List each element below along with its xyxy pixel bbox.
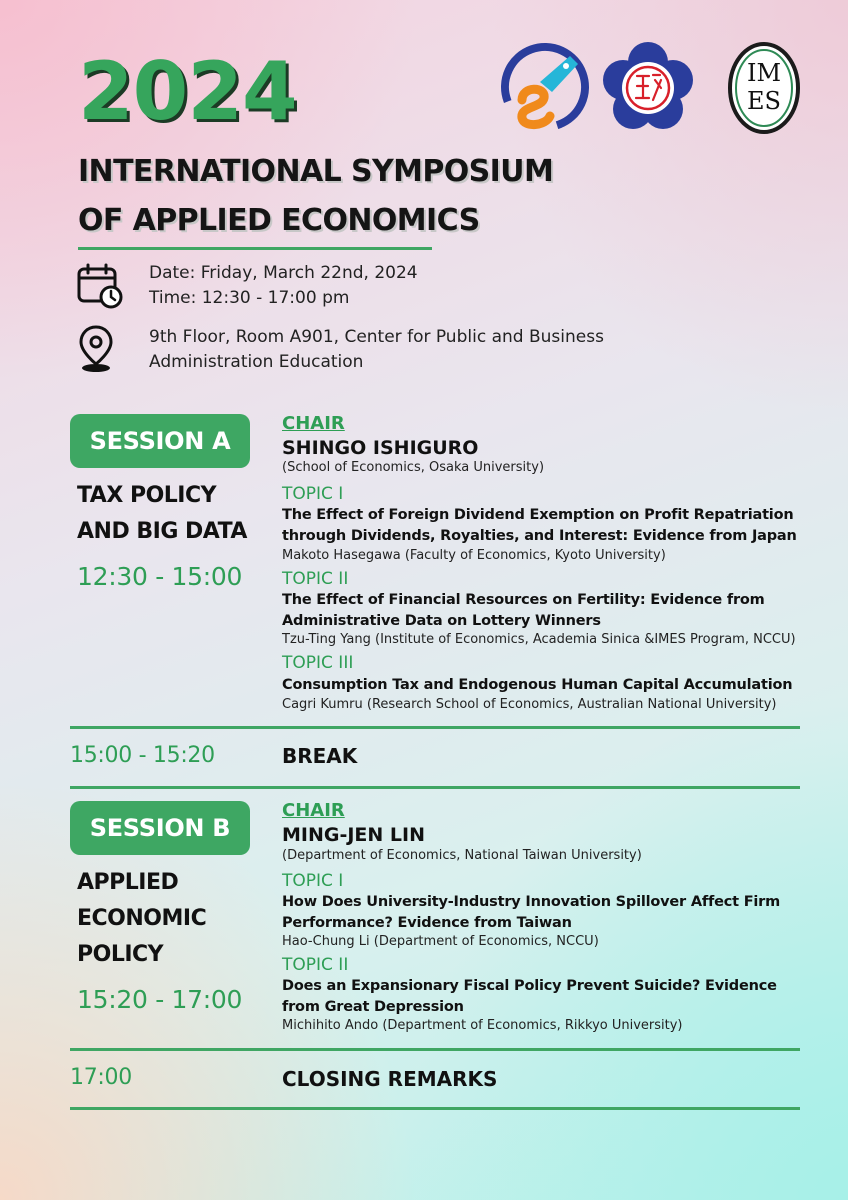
- session-a-chair-name: SHINGO ISHIGURO: [282, 437, 479, 459]
- imes-logo-text-2: ES: [747, 87, 781, 115]
- session-a-pill: SESSION A: [70, 414, 250, 468]
- session-b-pill: SESSION B: [70, 801, 250, 855]
- session-b-topic-1-label: TOPIC I: [282, 871, 344, 891]
- divider-session-b: [70, 1048, 800, 1051]
- imes-logo-text-1: IM: [746, 59, 782, 87]
- session-a-topic-2-title-1: The Effect of Financial Resources on Fertility: Evidence from: [282, 592, 765, 608]
- location-pin-icon: [76, 324, 116, 374]
- session-a-topic-2-label: TOPIC II: [282, 569, 349, 589]
- break-label: BREAK: [282, 744, 358, 768]
- session-a-topic-3-label: TOPIC III: [282, 653, 354, 673]
- location-line-2: Administration Education: [149, 352, 364, 372]
- imes-logo: [726, 40, 802, 136]
- session-a-topic-2-title-2: Administrative Data on Lottery Winners: [282, 613, 601, 629]
- session-b-chair-name: MING-JEN LIN: [282, 824, 426, 846]
- session-b-chair-label: CHAIR: [282, 800, 345, 821]
- session-b-topic-2-speaker: Michihito Ando (Department of Economics, Rikkyo University): [282, 1018, 683, 1033]
- title-line-1: INTERNATIONAL SYMPOSIUM: [78, 154, 554, 189]
- session-a-chair-affiliation: (School of Economics, Osaka University): [282, 460, 545, 475]
- logo-swirl-pen-icon: [500, 42, 590, 132]
- session-a-topic-1-title-1: The Effect of Foreign Dividend Exemption on Profit Repatriation: [282, 507, 794, 523]
- session-a-time: 12:30 - 15:00: [77, 562, 243, 591]
- divider-closing: [70, 1107, 800, 1110]
- divider-session-a: [70, 726, 800, 729]
- session-b-subtitle-3: POLICY: [77, 942, 164, 967]
- session-a-topic-3-title: Consumption Tax and Endogenous Human Capital Accumulation: [282, 677, 793, 693]
- title-divider: [78, 247, 432, 250]
- session-a-topic-2-speaker: Tzu-Ting Yang (Institute of Economics, Academia Sinica &IMES Program, NCCU): [282, 632, 796, 647]
- session-b-subtitle-2: ECONOMIC: [77, 906, 207, 931]
- session-b-chair-affiliation: (Department of Economics, National Taiwan University): [282, 848, 642, 863]
- session-a-topic-1-title-2: through Dividends, Royalties, and Interest: Evidence from Japan: [282, 528, 797, 544]
- session-a-subtitle-2: AND BIG DATA: [77, 519, 247, 544]
- session-b-time: 15:20 - 17:00: [77, 985, 243, 1014]
- break-time: 15:00 - 15:20: [70, 743, 215, 768]
- location-line-1: 9th Floor, Room A901, Center for Public and Business: [149, 327, 604, 347]
- session-b-topic-2-title-1: Does an Expansionary Fiscal Policy Prevent Suicide? Evidence: [282, 978, 777, 994]
- event-date: Date: Friday, March 22nd, 2024: [149, 263, 418, 283]
- closing-time: 17:00: [70, 1065, 132, 1090]
- session-a-chair-label: CHAIR: [282, 413, 345, 434]
- closing-label: CLOSING REMARKS: [282, 1067, 498, 1091]
- session-b-subtitle-1: APPLIED: [77, 870, 179, 895]
- session-b-topic-2-title-2: from Great Depression: [282, 999, 464, 1015]
- session-a-topic-1-speaker: Makoto Hasegawa (Faculty of Economics, Kyoto University): [282, 548, 666, 563]
- session-a-subtitle-1: TAX POLICY: [77, 483, 217, 508]
- session-b-topic-1-title-1: How Does University-Industry Innovation Spillover Affect Firm: [282, 894, 781, 910]
- session-b-topic-1-speaker: Hao-Chung Li (Department of Economics, NCCU): [282, 934, 599, 949]
- session-b-topic-2-label: TOPIC II: [282, 955, 349, 975]
- session-b-topic-1-title-2: Performance? Evidence from Taiwan: [282, 915, 572, 931]
- session-a-topic-1-label: TOPIC I: [282, 484, 344, 504]
- divider-break: [70, 786, 800, 789]
- logo-plum-blossom-seal-icon: [603, 42, 693, 132]
- year-heading: 2024: [78, 45, 297, 138]
- title-line-2: OF APPLIED ECONOMICS: [78, 203, 480, 238]
- event-time: Time: 12:30 - 17:00 pm: [149, 288, 350, 308]
- calendar-clock-icon: [76, 262, 124, 310]
- session-a-topic-3-speaker: Cagri Kumru (Research School of Economics, Australian National University): [282, 697, 777, 712]
